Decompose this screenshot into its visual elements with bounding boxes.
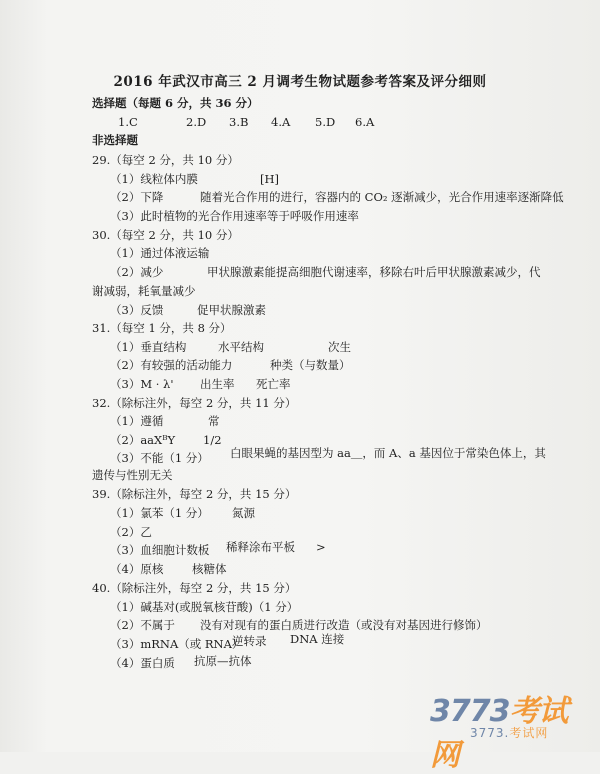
q29-heading: 29.（每空 2 分，共 10 分） <box>92 153 239 167</box>
q29-answer-1: （1）线粒体内膜 <box>110 172 198 186</box>
site-watermark-logo <box>430 686 595 773</box>
q30-answer-2b: 甲状腺激素能提高细胞代谢速率，移除右叶后甲状腺激素减少，代 <box>207 265 541 279</box>
q31-answer-1: （1）垂直结构 <box>110 340 187 354</box>
q32-answer-3c: 遗传与性别无关 <box>92 468 173 482</box>
choice-answer-3: 3.B <box>229 115 249 129</box>
q39-answer-1: （1）氯苯（1 分） <box>110 506 209 520</box>
q40-heading: 40.（除标注外，每空 2 分，共 15 分） <box>92 581 297 595</box>
q31-answer-2b: 种类（与数量） <box>270 358 351 372</box>
q40-answer-3c: DNA 连接 <box>290 632 345 646</box>
choice-answer-2: 2.D <box>186 115 207 129</box>
q40-answer-3b: 逆转录 <box>232 634 267 648</box>
q31-answer-1b: 水平结构 <box>218 340 264 354</box>
q30-answer-3b: 促甲状腺激素 <box>197 303 266 317</box>
q30-answer-2c: 谢减弱，耗氧量减少 <box>92 284 196 298</box>
watermark-url-number: 3773. <box>470 726 510 740</box>
q31-heading: 31.（每空 1 分，共 8 分） <box>92 321 232 335</box>
q32-answer-1: （1）遵循 <box>110 414 164 428</box>
watermark-cn: 考试网 <box>430 694 568 773</box>
q39-heading: 39.（除标注外，每空 2 分，共 15 分） <box>92 487 297 501</box>
q31-answer-3c: 死亡率 <box>256 377 291 391</box>
q40-answer-2b: 没有对现有的蛋白质进行改造（或没有对基因进行修饰） <box>200 618 488 632</box>
q32-answer-3: （3）不能（1 分） <box>110 451 209 465</box>
choice-answer-1: 1.C <box>118 115 138 129</box>
q40-answer-1: （1）碱基对(或脱氧核苷酸)（1 分） <box>110 600 299 614</box>
q32-answer-1b: 常 <box>208 414 220 428</box>
q31-answer-2: （2）有较强的活动能力 <box>110 358 233 372</box>
choice-heading: 选择题（每题 6 分，共 36 分） <box>92 96 259 110</box>
choice-answer-4: 4.A <box>271 115 291 129</box>
q31-answer-1c: 次生 <box>328 340 351 354</box>
q39-answer-4: （4）原核 <box>110 562 164 576</box>
choice-answer-6: 6.A <box>355 115 375 129</box>
q39-answer-1b: 氮源 <box>232 506 255 520</box>
q40-answer-3: （3）mRNA（或 RNA） <box>110 637 244 651</box>
q29-answer-1b: [H] <box>260 172 280 186</box>
page-title: 2016 年武汉市高三 2 月调考生物试题参考答案及评分细则 <box>113 74 487 90</box>
q39-answer-3b: 稀释涂布平板 <box>226 540 295 554</box>
q39-answer-3c: > <box>316 540 326 554</box>
q32-answer-2b: 1/2 <box>203 433 222 447</box>
q29-answer-3: （3）此时植物的光合作用速率等于呼吸作用速率 <box>110 209 359 223</box>
q29-answer-2: （2）下降 <box>110 190 164 204</box>
q32-answer-2: （2）aaXᴮY <box>110 433 176 447</box>
q30-answer-1: （1）通过体液运输 <box>110 246 210 260</box>
choice-answer-5: 5.D <box>315 115 336 129</box>
watermark-number: 3773 <box>430 694 510 729</box>
q39-answer-3: （3）血细胞计数板 <box>110 543 210 557</box>
nonchoice-heading: 非选择题 <box>92 133 138 147</box>
q39-answer-2: （2）乙 <box>110 525 152 539</box>
q32-heading: 32.（除标注外，每空 2 分，共 11 分） <box>92 396 297 410</box>
q40-answer-4b: 抗原—抗体 <box>194 654 252 668</box>
q31-answer-3: （3）M · λ' <box>110 377 174 391</box>
q30-answer-2: （2）减少 <box>110 265 164 279</box>
q29-answer-2b: 随着光合作用的进行，容器内的 CO₂ 逐渐减少，光合作用速率逐渐降低 <box>200 190 564 204</box>
q32-answer-3b: 白眼果蝇的基因型为 aa＿，而 A、a 基因位于常染色体上，其 <box>230 446 546 460</box>
watermark-url-cn: 考试网 <box>509 726 549 740</box>
q39-answer-4b: 核糖体 <box>192 562 227 576</box>
q40-answer-4: （4）蛋白质 <box>110 656 175 670</box>
q31-answer-3b: 出生率 <box>200 377 235 391</box>
q40-answer-2: （2）不属于 <box>110 618 175 632</box>
q30-answer-3: （3）反馈 <box>110 303 164 317</box>
q30-heading: 30.（每空 2 分，共 10 分） <box>92 228 239 242</box>
watermark-url <box>470 724 548 741</box>
